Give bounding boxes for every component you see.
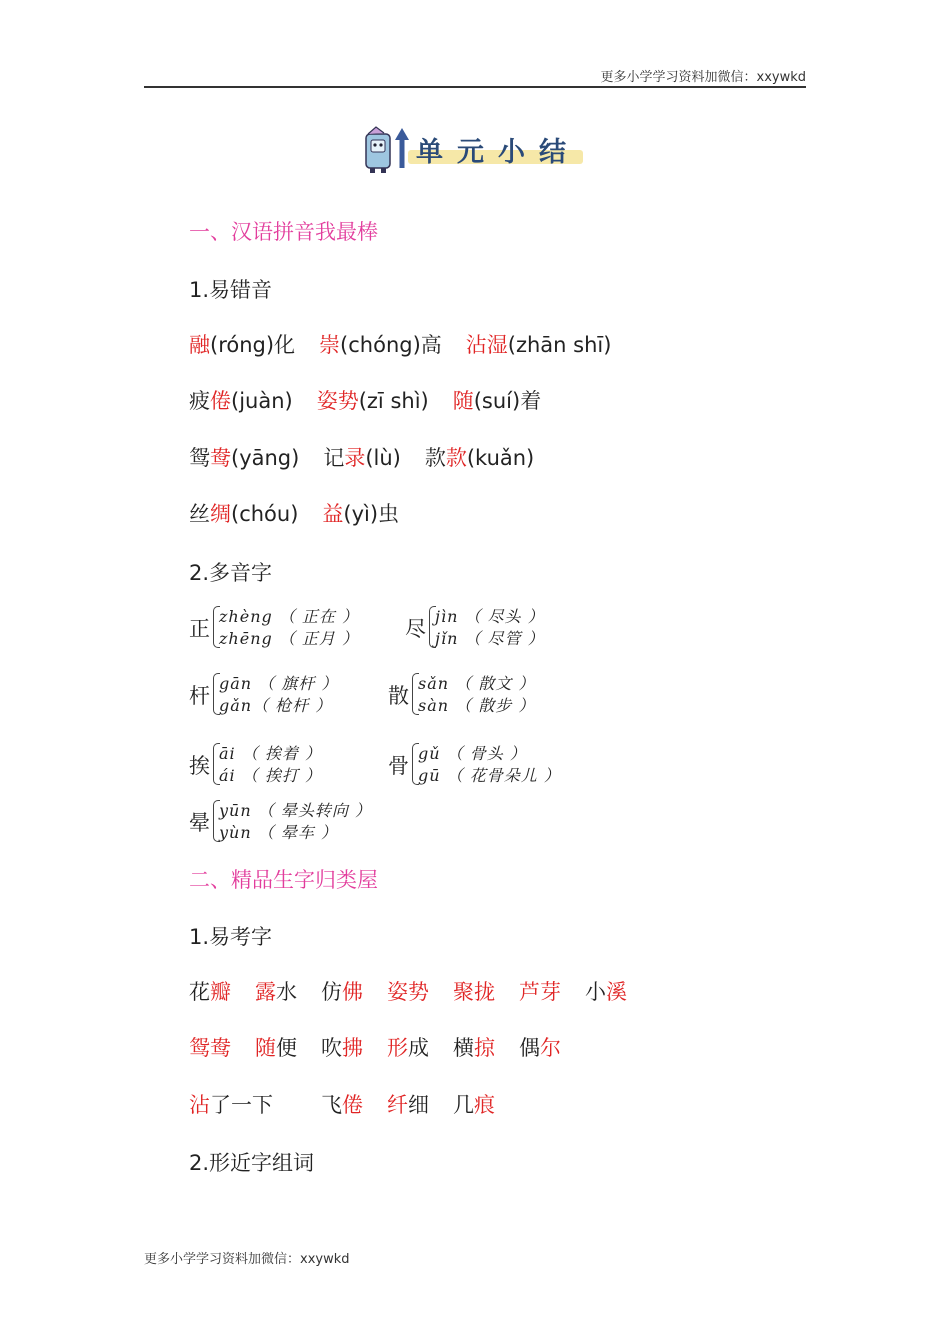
polyphone-reading: gū （ 花骨朵儿 ） [418,766,561,785]
highlighted-text: 痕 [474,1093,495,1117]
plain-text: 水 [276,980,297,1004]
plain-text: 几 [453,1093,474,1117]
polyphone-char: 散 [388,684,409,708]
plain-text: (kuǎn) [466,446,535,470]
title-banner [358,124,588,172]
robot-mascot-icon [358,124,414,174]
polyphone-reading: zhèng （ 正在 ） [219,607,360,626]
polyphone-reading: yūn （ 晕头转向 ） [219,801,372,820]
highlighted-text: 露 [255,980,276,1004]
highlighted-text: 佛 [342,980,363,1004]
highlighted-text: 倦 [342,1093,363,1117]
polyphone-reading: sǎn （ 散文 ） [418,674,536,693]
highlighted-text: 鸳鸯 [189,1036,231,1060]
highlighted-text: 拂 [342,1036,363,1060]
highlighted-text: 瓣 [210,980,231,1004]
highlighted-text: 鸯 [210,446,231,470]
plain-text: (róng)化 [210,333,296,357]
plain-text: 丝 [189,502,210,526]
plain-text: 飞 [321,1093,342,1117]
highlighted-text: 纤 [387,1093,408,1117]
plain-text: (zhān shī) [507,333,612,357]
footer-note: 更多小学学习资料加微信：xxywkd [144,1252,350,1267]
pronunciation-row [189,385,541,415]
subheading-polyphones: 2.多音字 [189,561,273,585]
polyphone-reading: jìn （ 尽头 ） [435,607,545,626]
plain-text: (chóu) [231,502,299,526]
polyphone-char: 杆 [189,684,210,708]
highlighted-text: 绸 [210,502,231,526]
highlighted-text: 益 [322,502,344,526]
section-heading-pinyin: 一、汉语拼音我最棒 [189,220,378,244]
plain-text: 细 [408,1093,429,1117]
plain-text: 成 [408,1036,429,1060]
page-title: 单元小结 [416,137,580,168]
highlighted-text: 融 [189,333,210,357]
plain-text: 吹 [321,1036,342,1060]
polyphone-reading: sàn （ 散步 ） [418,696,536,715]
plain-text: (suí)着 [473,389,542,413]
header-note: 更多小学学习资料加微信：xxywkd [600,70,806,85]
key-word-row [189,976,627,1006]
highlighted-text: 姿势 [316,389,359,413]
polyphone-reading: gān （ 旗杆 ） [219,674,339,693]
polyphone-reading: ái （ 挨打 ） [219,766,322,785]
polyphone-char: 晕 [189,811,210,835]
key-word-row [189,1089,495,1119]
polyphone-char: 骨 [388,754,409,778]
highlighted-text: 录 [344,446,366,470]
pronunciation-row [189,329,611,359]
polyphone-char: 正 [189,617,210,641]
plain-text: 便 [276,1036,297,1060]
pronunciation-row [189,498,399,528]
polyphone-reading: zhēng （ 正月 ） [219,629,360,648]
subheading-key-characters: 1.易考字 [189,925,273,949]
plain-text: 款 [424,446,446,470]
highlighted-text: 掠 [474,1036,495,1060]
plain-text: (yì)虫 [343,502,400,526]
highlighted-text: 尔 [540,1036,561,1060]
plain-text: 小 [585,980,606,1004]
polyphone-reading: gǎn（ 枪杆 ） [219,696,333,715]
plain-text: (chóng)高 [340,333,442,357]
plain-text: 花 [189,980,210,1004]
plain-text: 鸳 [189,446,210,470]
highlighted-text: 姿势 [387,980,429,1004]
plain-text: 了一下 [210,1093,273,1117]
polyphone-char: 尽 [405,617,426,641]
polyphone-char: 挨 [189,754,210,778]
plain-text: 记 [323,446,345,470]
plain-text: (lù) [365,446,401,470]
plain-text: 偶 [519,1036,540,1060]
highlighted-text: 芦芽 [519,980,561,1004]
subheading-similar-characters: 2.形近字组词 [189,1151,315,1175]
highlighted-text: 倦 [210,389,231,413]
polyphone-reading: jǐn （ 尽管 ） [435,629,545,648]
pronunciation-row [189,442,534,472]
highlighted-text: 崇 [319,333,341,357]
header-rule [144,86,806,88]
highlighted-text: 沾湿 [465,333,508,357]
highlighted-text: 随 [452,389,474,413]
plain-text: (yāng) [231,446,300,470]
highlighted-text: 聚拢 [453,980,495,1004]
plain-text: 疲 [189,389,210,413]
polyphone-reading: yùn （ 晕车 ） [219,823,338,842]
key-word-row [189,1032,561,1062]
highlighted-text: 随 [255,1036,276,1060]
plain-text: 仿 [321,980,342,1004]
highlighted-text: 款 [445,446,467,470]
highlighted-text: 沾 [189,1093,210,1117]
polyphone-reading: āi （ 挨着 ） [219,744,322,763]
highlighted-text: 形 [387,1036,408,1060]
plain-text: (juàn) [231,389,293,413]
plain-text: (zī shì) [358,389,429,413]
subheading-error-prone-pronunciation: 1.易错音 [189,278,273,302]
polyphone-reading: gǔ （ 骨头 ） [418,744,527,763]
highlighted-text: 溪 [606,980,627,1004]
section-heading-characters: 二、精品生字归类屋 [189,868,378,892]
plain-text: 横 [453,1036,474,1060]
